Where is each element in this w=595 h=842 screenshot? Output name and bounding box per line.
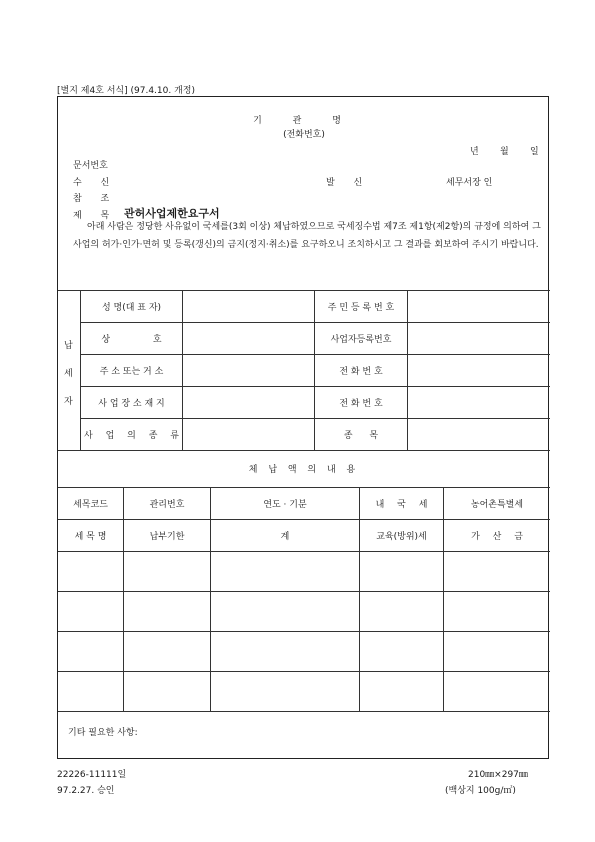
phone-label-1: 전 화 번 호 — [339, 366, 383, 377]
phone-field-1[interactable] — [408, 354, 550, 386]
name-label: 성 명(대 표 자) — [101, 302, 162, 313]
form-number: [별지 제4호 서식] (97.4.10. 개정) — [57, 86, 195, 96]
business-item-field[interactable] — [408, 418, 550, 450]
table-row[interactable] — [58, 552, 550, 591]
reference-label: 참 조 — [73, 194, 110, 204]
date-year: 년 — [470, 147, 479, 157]
arrears-title: 체 납 액 의 내 용 — [248, 465, 360, 475]
business-reg-number-field[interactable] — [408, 322, 550, 354]
sender-label: 발 신 — [326, 178, 363, 188]
table-row[interactable] — [58, 592, 550, 631]
col-year-period: 연도 · 기분 — [263, 499, 307, 510]
workplace-location-field[interactable] — [183, 386, 314, 418]
date-month: 월 — [500, 147, 509, 157]
business-name-field[interactable] — [183, 322, 314, 354]
form-code: 22226-11111일 — [57, 770, 127, 780]
col-tax-item-name: 세 목 명 — [74, 531, 107, 542]
name-field[interactable] — [183, 290, 314, 322]
other-notes-label: 기타 필요한 사항: — [68, 728, 138, 738]
phone-label-2: 전 화 번 호 — [339, 398, 383, 409]
phone-field-2[interactable] — [408, 386, 550, 418]
date-day: 일 — [530, 147, 539, 157]
paper-size: 210㎜×297㎜ — [468, 770, 528, 780]
taxpayer-label-2: 세 — [64, 369, 73, 379]
col-tax-code: 세목코드 — [73, 499, 108, 510]
business-reg-number-label: 사업자등록번호 — [330, 334, 392, 345]
business-item-label: 종 목 — [343, 430, 379, 441]
col-penalty: 가 산 금 — [471, 531, 523, 542]
col-total: 계 — [280, 531, 290, 542]
col-rural-special-tax: 농어촌특별세 — [470, 499, 524, 510]
approval-date: 97.2.27. 승인 — [57, 786, 115, 796]
col-payment-due: 납부기한 — [149, 531, 185, 542]
org-phone: (전화번호) — [283, 130, 325, 140]
address-label: 주 소 또는 거 소 — [99, 366, 164, 377]
taxpayer-label-3: 자 — [64, 397, 73, 407]
resident-number-field[interactable] — [408, 290, 550, 322]
table-row[interactable] — [58, 632, 550, 671]
address-field[interactable] — [183, 354, 314, 386]
col-management-number: 관리번호 — [149, 499, 185, 510]
subject-value: 관허사업제한요구서 — [124, 207, 220, 220]
subject-label: 제 목 — [73, 211, 110, 221]
table-row[interactable] — [58, 672, 550, 711]
workplace-location-label: 사 업 장 소 재 지 — [98, 398, 165, 409]
resident-number-label: 주 민 등 록 번 호 — [327, 302, 395, 313]
paper-type: (백상지 100g/㎡) — [445, 786, 516, 796]
request-body: 아래 사람은 정당한 사유없이 국세를(3회 이상) 체납하였으므로 국세징수법 제7조 제1항(제2항)의 규정에 의하여 그 사업의 허가·인가·면허 및 등록(갱신)의 금지(정지·취소)를 요구하오니 조치하시고 그 결과를 회보하여 주시기 바랍니다. — [73, 222, 541, 250]
doc-number-label: 문서번호 — [73, 161, 108, 171]
sender-value: 세무서장 인 — [446, 178, 493, 188]
business-type-label: 사 업 의 종 류 — [84, 430, 179, 441]
taxpayer-label-1: 납 — [64, 341, 73, 351]
tax-restriction-request-form — [57, 96, 549, 759]
org-name: 기 관 명 — [253, 116, 355, 126]
business-name-label: 상 호 — [101, 334, 162, 345]
recipient-label: 수 신 — [73, 178, 110, 188]
col-national-tax: 내 국 세 — [375, 499, 428, 510]
col-education-tax: 교육(방위)세 — [376, 531, 427, 542]
other-notes-field[interactable] — [148, 712, 548, 758]
business-type-field[interactable] — [183, 418, 314, 450]
